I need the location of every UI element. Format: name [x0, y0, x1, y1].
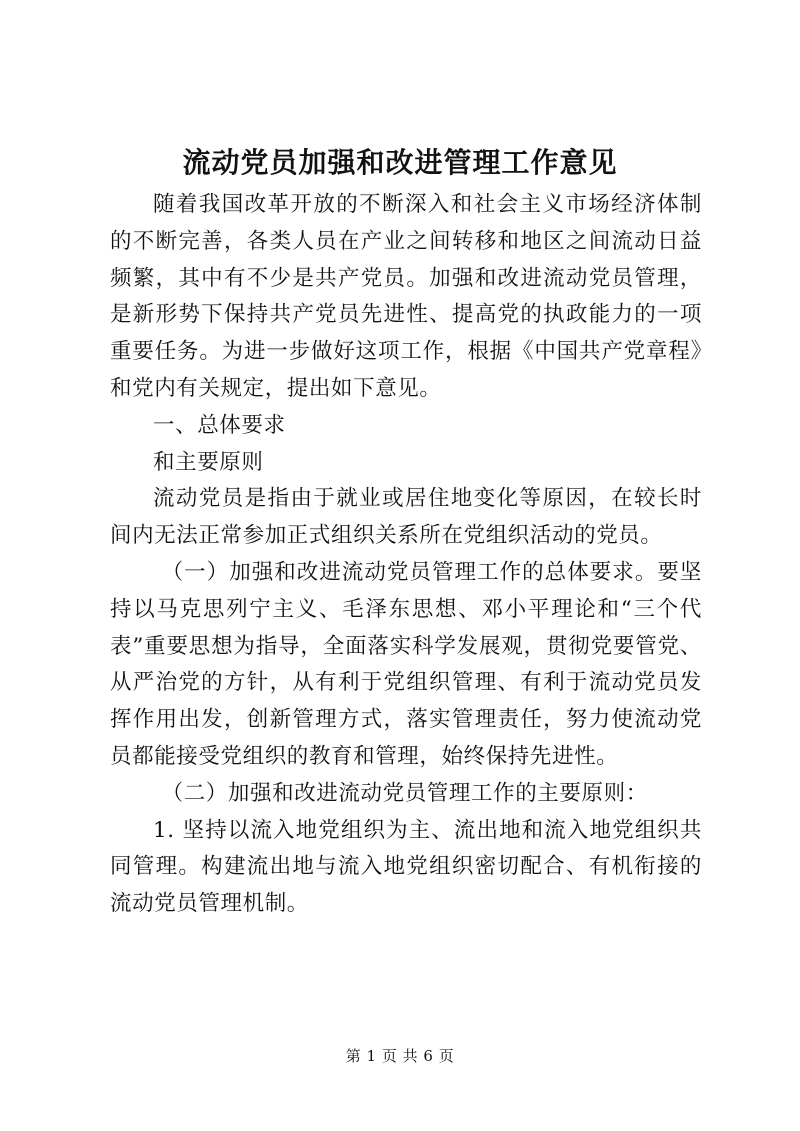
heading-general-requirements: 一、总体要求 [153, 412, 286, 438]
paragraph-intro: 随着我国改革开放的不断深入和社会主义市场经济体制的不断完善，各类人员在产业之间转移和地区之间流动日益频繁，其中有不少是共产党员。加强和改进流动党员管理，是新形势下保持共产党员先进性、提高党的执政能力的一项重要任务。为进一步做好这项工作，根据《中国共产党章程》和党内有关规定，提出如下意见。 [110, 192, 702, 401]
page-footer: 第 1 页 共 6 页 [345, 1047, 455, 1065]
document-title: 流动党员加强和改进管理工作意见 [182, 146, 618, 179]
document-body [110, 187, 702, 923]
paragraph-item-1: 1. 坚持以流入地党组织为主、流出地和流入地党组织共同管理。构建流出地与流入地党组织密切配合、有机衔接的流动党员管理机制。 [110, 817, 702, 917]
paragraph-section-2: （二）加强和改进流动党员管理工作的主要原则： [161, 780, 648, 806]
paragraph-definition: 流动党员是指由于就业或居住地变化等原因，在较长时间内无法正常参加正式组织关系所在党组织活动的党员。 [110, 486, 702, 549]
heading-main-principles: 和主要原则 [153, 449, 264, 475]
paragraph-section-1: （一）加强和改进流动党员管理工作的总体要求。要坚持以马克思列宁主义、毛泽东思想、邓小平理论和“三个代表”重要思想为指导，全面落实科学发展观，贯彻党要管党、从严治党的方针，从有利于党组织管理、有利于流动党员发挥作用出发，创新管理方式，落实管理责任，努力使流动党员都能接受党组织的教育和管理，始终保持先进性。 [110, 559, 702, 769]
